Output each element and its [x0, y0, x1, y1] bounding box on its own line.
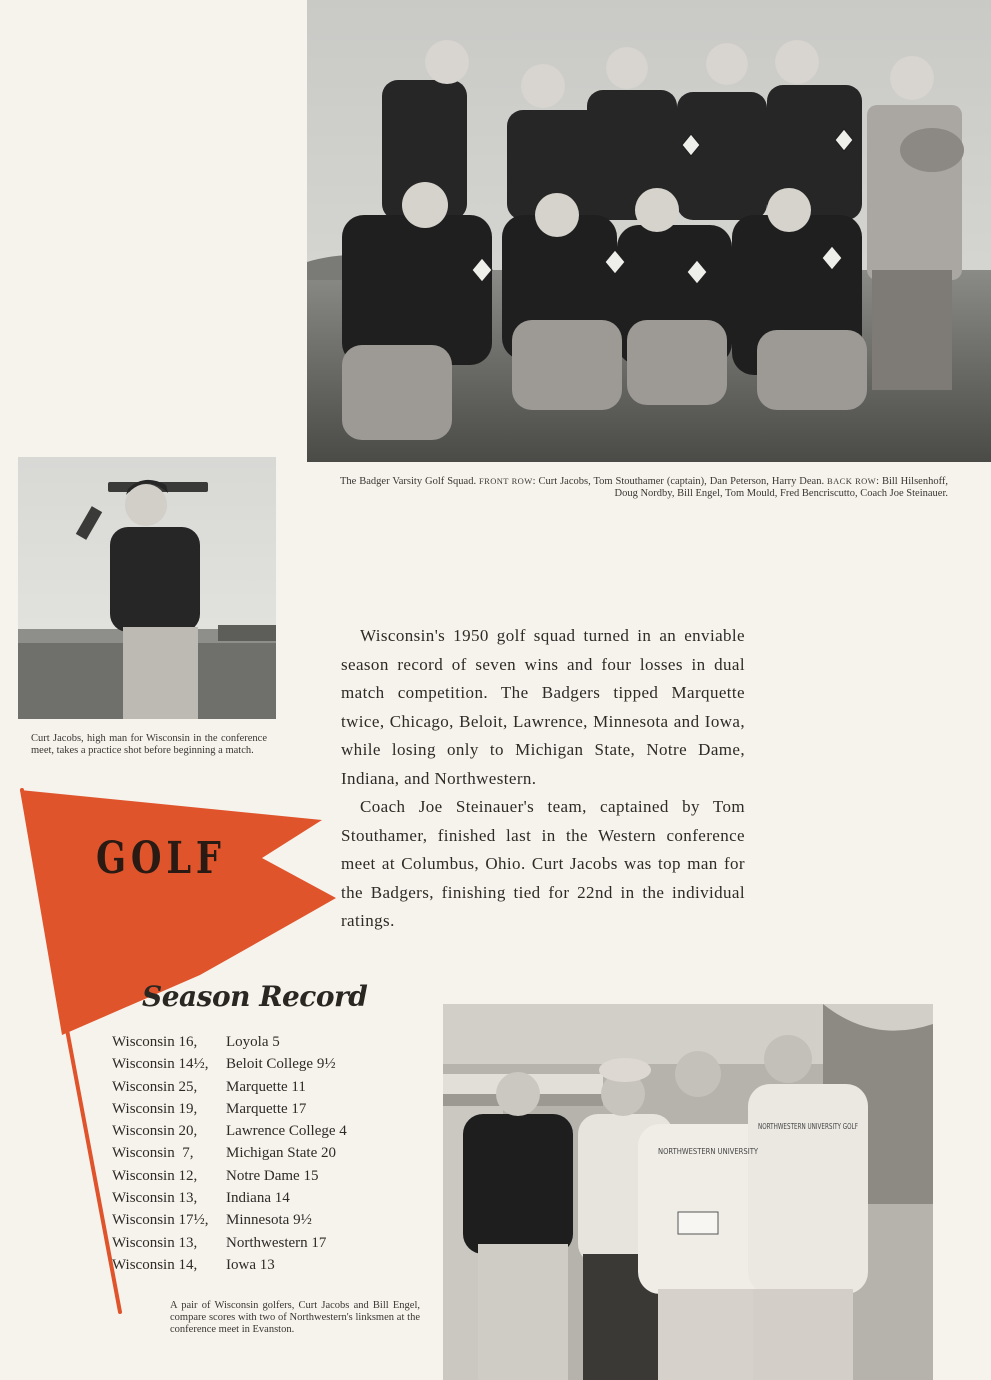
swing-photo-caption: Curt Jacobs, high man for Wisconsin in the conference meet, takes a practice shot before beginning a match.	[31, 733, 267, 756]
season-record-title: Season Record	[142, 980, 368, 1013]
season-record-row	[112, 1120, 347, 1142]
season-record-table	[112, 1031, 347, 1276]
season-record-row	[112, 1098, 347, 1120]
sweater-lettering-right: NORTHWESTERN UNIVERSITY GOLF	[758, 1122, 859, 1131]
compare-photo-caption: A pair of Wisconsin golfers, Curt Jacobs and Bill Engel, compare scores with two of Northwestern's linksmen at the conference meet in Evanston.	[170, 1300, 420, 1335]
season-record-row	[112, 1254, 347, 1276]
season-record-row	[112, 1209, 347, 1231]
wisconsin-score: Wisconsin 20,	[112, 1123, 198, 1140]
wisconsin-score: Wisconsin 14½,	[112, 1056, 209, 1073]
back-row-label: BACK ROW	[827, 476, 877, 486]
wisconsin-score: Wisconsin 14,	[112, 1256, 198, 1273]
wisconsin-score: Wisconsin 25,	[112, 1078, 198, 1095]
season-record-row	[112, 1142, 347, 1164]
front-row-names: : Curt Jacobs, Tom Stouthamer (captain), Dan Peterson, Harry Dean.	[532, 476, 828, 487]
article-paragraph-1: Wisconsin's 1950 golf squad turned in an enviable season record of seven wins and four losses in dual match competition. The Badgers tipped Marquette twice, Chicago, Beloit, Lawrence, Minnesota and Iowa, while losing only to Michigan State, Notre Dame, Indiana, and Northwestern.	[341, 626, 745, 788]
back-row-names: : Bill Hilsenhoff, Doug Nordby, Bill Engel, Tom Mould, Fred Bencriscutto, Coach Joe Steinauer.	[614, 476, 949, 499]
opponent-score: Loyola 5	[226, 1034, 280, 1050]
wisconsin-score: Wisconsin 13,	[112, 1234, 198, 1251]
opponent-score: Marquette 11	[226, 1078, 306, 1095]
swing-photo	[18, 457, 276, 719]
opponent-score: Northwestern 17	[226, 1234, 327, 1251]
team-caption-intro: The Badger Varsity Golf Squad.	[340, 476, 480, 487]
season-record-row	[112, 1232, 347, 1254]
season-record-row	[112, 1031, 347, 1053]
opponent-score: Minnesota 9½	[226, 1212, 312, 1229]
season-record-row	[112, 1076, 347, 1098]
season-record-row	[112, 1187, 347, 1209]
wisconsin-score: Wisconsin 19,	[112, 1100, 198, 1117]
season-record-row	[112, 1053, 347, 1075]
wisconsin-score: Wisconsin 17½,	[112, 1212, 209, 1229]
opponent-score: Iowa 13	[226, 1256, 275, 1273]
opponent-score: Notre Dame 15	[226, 1167, 319, 1184]
team-photo	[307, 0, 991, 462]
wisconsin-score: Wisconsin 16,	[112, 1034, 198, 1050]
opponent-score: Indiana 14	[226, 1190, 290, 1207]
wisconsin-score: Wisconsin 7,	[112, 1145, 194, 1162]
front-row-label: FRONT ROW	[479, 476, 533, 486]
wisconsin-score: Wisconsin 13,	[112, 1190, 198, 1207]
pennant-label: GOLF	[96, 833, 226, 884]
wisconsin-score: Wisconsin 12,	[112, 1167, 198, 1184]
team-photo-caption	[340, 475, 948, 500]
opponent-score: Lawrence College 4	[226, 1123, 347, 1140]
article-body	[341, 622, 745, 936]
sweater-lettering-left: NORTHWESTERN UNIVERSITY	[658, 1147, 759, 1156]
season-record-row	[112, 1165, 347, 1187]
opponent-score: Michigan State 20	[226, 1145, 336, 1162]
opponent-score: Beloit College 9½	[226, 1056, 336, 1073]
compare-scores-photo	[443, 1004, 933, 1380]
article-paragraph-2: Coach Joe Steinauer's team, captained by Tom Stouthamer, finished last in the Western conference meet at Columbus, Ohio. Curt Jacobs was top man for the Badgers, finishing tied for 22nd in the individual ratings.	[341, 797, 745, 930]
opponent-score: Marquette 17	[226, 1100, 307, 1117]
